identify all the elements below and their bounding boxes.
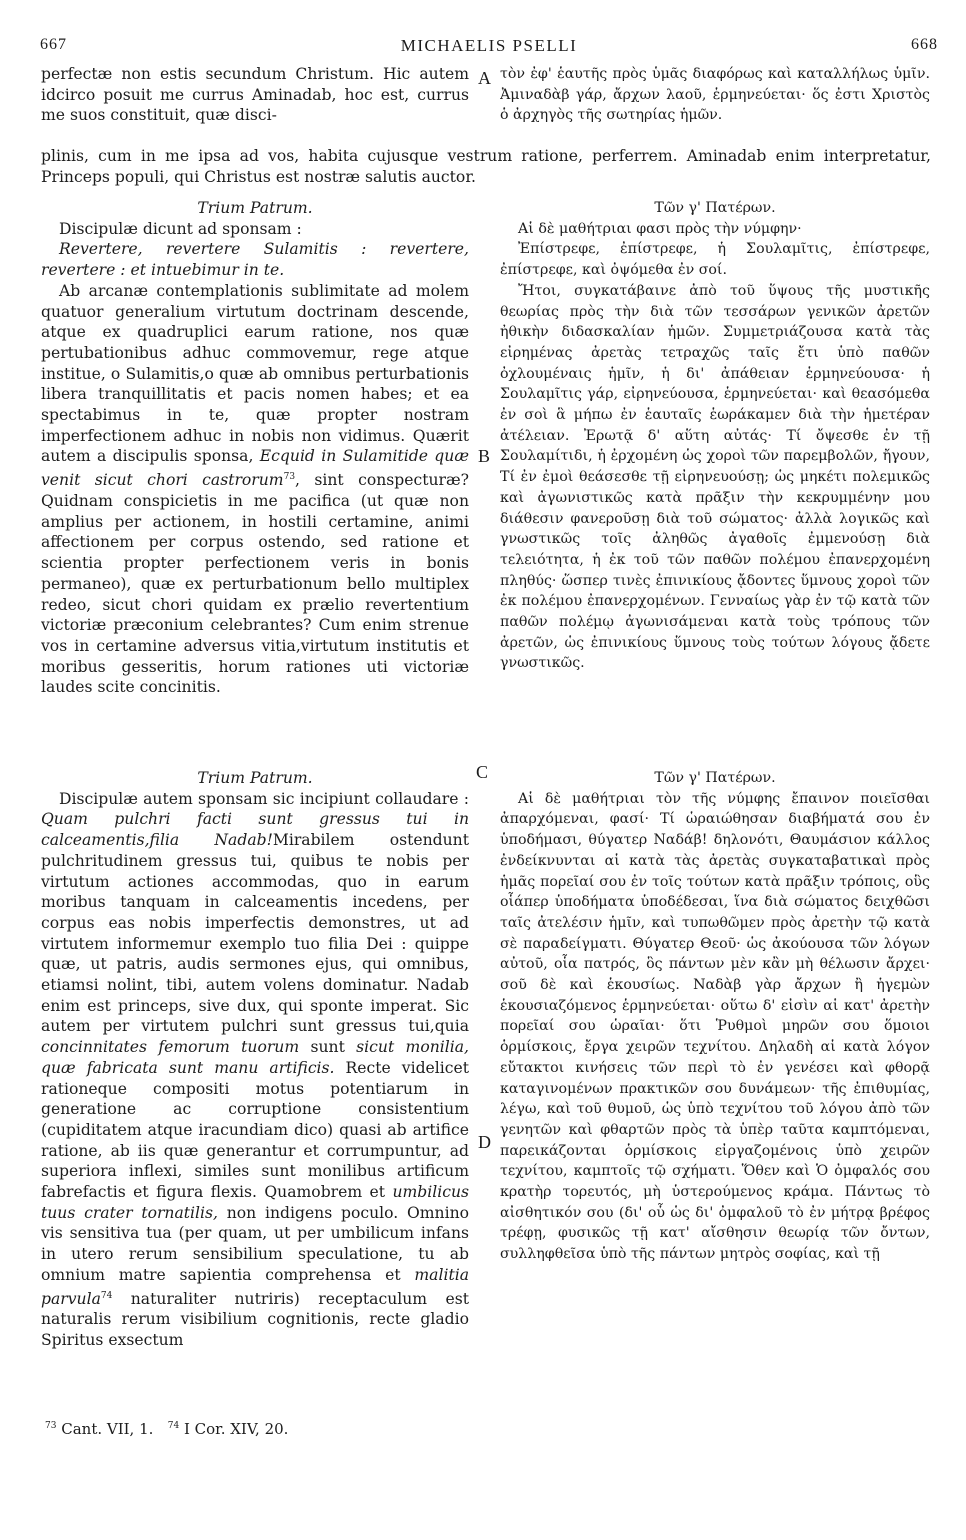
running-title: MICHAELIS PSELLI: [400, 36, 578, 55]
quote-inline: Ecquid in Sulamitide quæ venit sicut chori castrorum: [41, 447, 469, 490]
quote: Ἐπίστρεφε, ἐπίστρεφε, ἡ Σουλαμῖτις, ἐπίστρεφε, ἐπίστρεφε, καὶ ὀψόμεθα ἐν σοί.: [500, 241, 930, 279]
intro: Discipulæ dicunt ad sponsam :: [59, 219, 302, 238]
paragraph: [41, 789, 469, 1351]
page-number-right: 668: [911, 36, 938, 53]
quote-inline: umbilicus tuus crater tornatilis,: [41, 1183, 469, 1222]
intro: Αἱ δὲ μαθήτριαι φασι πρὸς τὴν νύμφην·: [518, 220, 802, 237]
footnote-ref: 73: [283, 472, 296, 483]
text: non indigens poculo. Omnino vis sensitiva tua (per quam, ut per umbilicum infans in utero rerum sensibilium speculatione, tu ab omnium matre sapientia comprehensa et: [41, 1203, 469, 1284]
paragraph: [41, 281, 469, 698]
greek-section-1: [500, 198, 930, 743]
latin-section-1: [41, 198, 469, 743]
section-heading: Trium Patrum.: [197, 199, 313, 217]
footnotes: [45, 1420, 288, 1438]
latin-section-2: [41, 768, 469, 1408]
greek-section-2: [500, 768, 930, 1408]
margin-letter-d: D: [478, 1132, 491, 1152]
text: Ab arcanæ contemplationis sublimitate ad molem quatuor generalium virtutum doctrinam descende, atque ex quadruplici earum ratione, nos quæ pertubationibus adhuc commovemur, rege atque institue, o Sulamitis,o quæ ab omnibus perturbationis libera tranquillitatis et pacis nomen habes; et ea spectabimus in te, quæ propter nostram imperfectionem adhuc in nobis non vidimus. Quærit autem a discipulis sponsa,: [41, 281, 469, 466]
text: Discipulæ autem sponsam sic incipiunt collaudare :: [59, 789, 469, 808]
margin-letter-a: A: [478, 68, 491, 88]
section-heading: Τῶν γ' Πατέρων.: [654, 770, 776, 786]
text: Recte videlicet rationeque compositi motus potentiarum in generatione ac corruptione consistentium (cupiditatem atque iracundiam dico) quasi ab artifice ratione, ab iis quæ generantur et corrumpuntur, ad superiora inflexi, similes sunt monilibus artificum fabrefactis et figura flexis. Quamobrem et: [41, 1058, 469, 1202]
latin-top-text: perfectæ non estis secundum Christum. Hic autem idcirco posuit me currus Aminadab, hoc est, currus me suos constituit, quæ disci-: [41, 65, 469, 125]
text: , sint conspecturæ? Quidnam conspicietis in me pacifica (ut quæ non amplius per actionem, in hostili certamine, animi affectionem per corpus ostendo, sed ratione et scientia propter perfectionem veris in bonis permaneo), quæ ex perturbationum bello multiplex redeo, sicut chori quidam ex prælio revertentium victoriæ præconium celebrantes? Cum enim strenue vos in certamine adversus vitia,virtutum institutis et moribus gesseritis, horum rationes uti victoriæ laudes scite concinitis.: [41, 471, 469, 697]
greek-top-text: τὸν ἐφ' ἑαυτῆς πρὸς ὑμᾶς διαφόρως καὶ καταλλήλως ὑμῖν. Ἀμιναδὰβ γάρ, ἄρχων λαοῦ, ἑρμηνεύεται· ὅς ἐστι Χριστὸς ὁ ἀρχηγὸς τῆς σωτηρίας ἡμῶν.: [500, 66, 930, 124]
latin-top: [41, 64, 469, 128]
text: naturaliter nutriris) receptaculum est naturalis rerum visibilium cognitionis, recte gladio Spiritus exsectum: [41, 1289, 469, 1350]
margin-letter-c: C: [476, 762, 489, 782]
quote-inline: malitia parvula: [41, 1265, 469, 1308]
quote-inline: sicut monilia, quæ fabricata sunt manu artificis.: [41, 1038, 469, 1077]
section-heading: Trium Patrum.: [197, 769, 313, 787]
running-head: [40, 36, 938, 60]
footnote-text: I Cor. XIV, 20.: [183, 1420, 289, 1438]
paragraph: Αἱ δὲ μαθήτριαι τὸν τῆς νύμφης ἔπαινον ποιεῖσθαι ἀπαρχόμεναι, φασί· Τί ὡραιώθησαν διαβήματά σου ἐν ὑποδήμασι, θύγατερ Ναδάβ! δηλονότι, Θαυμάσιον κάλλος ἐνδείκνυνται αἱ κατὰ τὰς ἀρετὰς συγκαταβατικαὶ πρὸς ἡμᾶς πορεῖαί σου ἐν τοῖς τούτων κατὰ πρᾶξιν τρόποις, οὓς οἷάπερ ὑποδήματα ὑποδέδεσαι, ἵνα διὰ σώματος δειχθῶσι ταῖς ἀτελέσιν ἡμῖν, καὶ τυπωθῶμεν πρὸς ἀρετὴν τῷ κατὰ σὲ παραδείγματι. Θύγατερ Θεοῦ· ὡς ἀκούουσα τῶν λόγων αὐτοῦ, οἷα πατρός, ὃς πάντων μὲν κἂν μὴ θέλωσιν ἄρχει· σοῦ δὲ καὶ ἑκουσίως. Ναδὰβ γὰρ ἄρχων ἢ ἡγεμὼν ἑκουσιαζόμενος ἑρμηνεύεται· οὕτω δ' εἰσὶν αἱ κατ' ἀρετὴν πορεῖαί σου ὡραῖαι· ὅτι Ῥυθμοὶ μηρῶν σου ὅμοιοι ὁρμίσκοις, ἔργα χειρῶν τεχνίτου. Δηλαδὴ αἱ κατὰ λόγον εὔτακτοι κινήσεις τῶν περὶ τὸ ἐν γενέσει καὶ φθορᾷ καταγινομένων πρακτικῶν σου δυνάμεων· τῆς ἐπιθυμίας, λέγω, καὶ τοῦ θυμοῦ, ὡς ὑπὸ τεχνίτου τοῦ λόγου ἀπὸ τῶν γενητῶν καὶ φθαρτῶν πρὸς τὰ ὑπὲρ ταῦτα καμπτόμεναι, παρεικάζονται ὁρμίσκοις εἰργαζομένοις ὑπὸ χειρῶν τεχνίτου, καμπτοῖς τῷ σχήματι. Ὅθεν καὶ Ὁ ὀμφαλός σου κρατὴρ τορευτός, μὴ ὑστερούμενος κράμα. Πάντως τὸ αἰσθητικόν σου (δι' οὗ ὡς δι' ὀμφαλοῦ τὸ ἐν μήτρᾳ βρέφος τρέφῃ, φυσικῶς τῇ κατ' αἴσθησιν θεωρίᾳ τῶν ὄντων, συλληφθεῖσα ὑπὸ τῆς πάντων μητρὸς σοφίας, καὶ τῇ: [500, 790, 930, 1263]
quote: Revertere, revertere Sulamitis : revertere, revertere : et intuebimur in te.: [41, 240, 469, 280]
margin-letter-b: B: [478, 446, 491, 466]
footnote-ref: 74: [100, 1290, 113, 1301]
text: sunt: [299, 1038, 357, 1057]
quote-inline: Quam pulchri facti sunt gressus tui in calceamentis,filia Nadab!: [41, 810, 469, 850]
section-heading: Τῶν γ' Πατέρων.: [654, 200, 776, 216]
page-number-left: 667: [40, 36, 67, 53]
wide-line: [41, 146, 931, 190]
footnote-number: 73: [45, 1421, 57, 1431]
footnote-text: Cant. VII, 1.: [61, 1420, 154, 1438]
paragraph: Ἤτοι, συγκατάβαινε ἀπὸ τοῦ ὕψους τῆς μυστικῆς θεωρίας πρὸς τὴν διὰ τῶν τεσσάρων γενικῶν ἀρετῶν ἠθικὴν διδασκαλίαν ἡμῶν. Συμμετριάζουσα κατὰ τὰς εἰρημένας ἀρετὰς τετραχῶς ταῖς ἔτι ὑπὸ παθῶν ὀχλουμέναις ἡμῖν, ἡ δι' ἀπάθειαν ἑρμηνεύουσα· ἡ Σουλαμῖτις γάρ, εἰρηνεύουσα, ἑρμηνεύεται· καὶ θεασόμεθα ἐν σοὶ ἃ μήπω ἐν ἑαυταῖς ἑωράκαμεν διὰ τὴν ἡμετέραν ἀτέλειαν. Ἐρωτᾷ δ' αὕτη αὐτάς· Τί ὄψεσθε ἐν τῇ Σουλαμίτιδι, ἡ ἐρχομένη ὡς χοροὶ τῶν παρεμβολῶν, ἤγουν, Τί ἐν ἐμοὶ θεάσεσθε τῇ εἰρηνευούσῃ; ὡς μηκέτι πολεμικῶς καὶ ἀγωνιστικῶς κατὰ πρᾶξιν τὴν κεκρυμμένην μου διάθεσιν φανεροῦσῃ διὰ τοῦ σώματος· ἀλλὰ λογικῶς καὶ γνωστικῶς τοῖς ἀληθῶς ἀγαθοῖς ἐμμενούσῃ διὰ τελειότητα, ἡ ἐκ τοῦ τῶν παθῶν πολέμου ἐπανερχομένη πληθύς· ὥσπερ τινὲς ἐπινικίους ᾄδοντες ὕμνους χοροὶ τῶν ἐκ πολέμου ἐπανερχομένων. Γενναίως γὰρ ἐν τῷ κατὰ τῶν παθῶν πολέμῳ ἀγωνισάμεναι κατὰ τοὺς τρόπους τῶν ἀρετῶν, ὡς ἐπινικίους ὕμνους τοὺς τούτων λόγους ᾄδετε γνωστικῶς.: [500, 282, 930, 672]
wide-line-text: plinis, cum in me ipsa ad vos, habita cujusque vestrum ratione, perferrem. Aminadab enim interpretatur, Princeps populi, qui Christus est nostræ salutis auctor.: [41, 147, 931, 186]
footnote-number: 74: [167, 1421, 180, 1431]
greek-top: [500, 64, 930, 128]
quote-inline: concinnitates femorum tuorum: [41, 1038, 300, 1057]
text: Mirabilem ostendunt pulchritudinem gressus tui, quibus te nobis per virtutum actiones accommodas, quo in earum moribus tanquam in calceamentis incedens, per corpus eas nobis imperfectis demonstres, ut ad virtutem informemur exemplo tuo filia Dei : quippe quæ, ut patris, audis sermones ejus, qui omnibus, etiamsi nolint, tibi, autem volens dominatur. Nadab enim est princeps, sive dux, qui sponte imperat. Sic autem per virtutem pulchri sunt gressus tui,quia: [41, 831, 469, 1036]
